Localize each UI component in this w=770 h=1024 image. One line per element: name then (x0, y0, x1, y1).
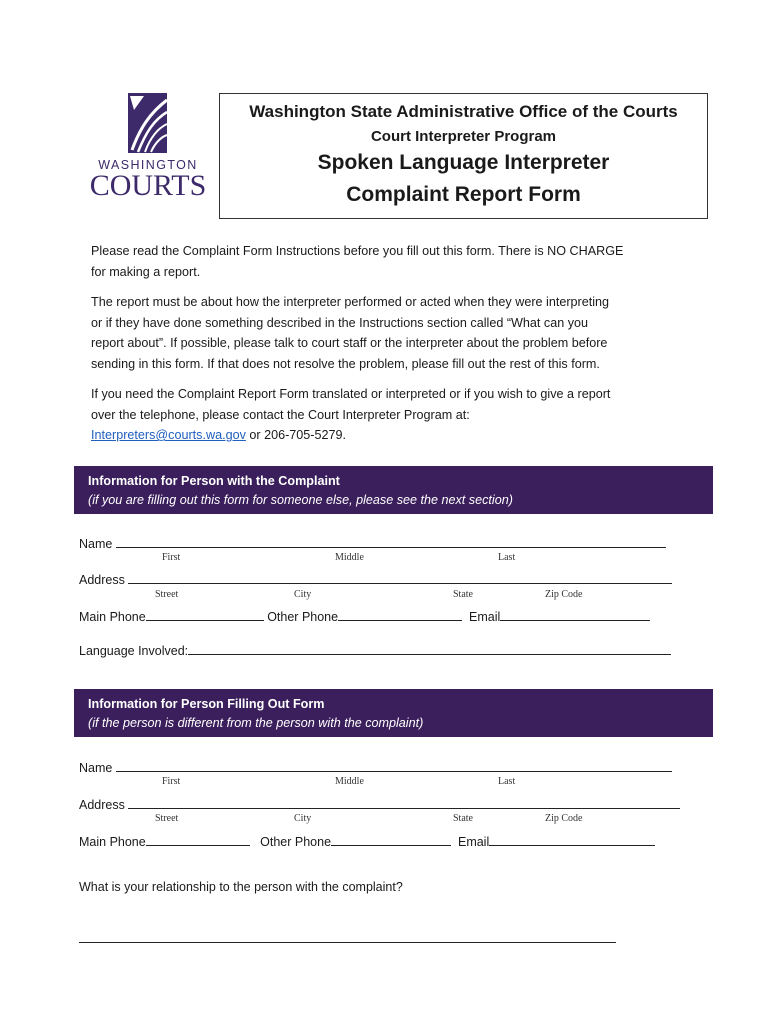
zip-caption: Zip Code (545, 813, 583, 824)
text-line: or if they have done something described in the Instructions section called “What can you (91, 315, 589, 330)
contact-email-link[interactable]: Interpreters@courts.wa.gov (91, 428, 246, 442)
last-caption: Last (498, 776, 516, 787)
logo-courts-text: COURTS (89, 169, 207, 202)
intro-paragraph-3 (91, 384, 691, 446)
section-subtitle: (if the person is different from the person with the complaint) (88, 716, 424, 730)
section-subtitle: (if you are filling out this form for someone else, please see the next section) (88, 493, 513, 507)
main-phone-label: Main Phone (79, 610, 146, 624)
complainant-phone-row (79, 608, 650, 624)
text-line: for making a report. (91, 264, 201, 279)
washington-courts-logo (88, 88, 208, 208)
text-line: sending in this form. If that does not resolve the problem, please fill out the rest of this form. (91, 356, 600, 371)
street-caption: Street (155, 813, 179, 824)
main-phone-label: Main Phone (79, 835, 146, 849)
text-line: If you need the Complaint Report Form translated or interpreted or if you wish to give a report (91, 387, 611, 401)
relationship-question: What is your relationship to the person with the complaint? (79, 880, 403, 894)
filler-phone-row (79, 833, 655, 849)
section-title: Information for Person Filling Out Form (88, 697, 325, 711)
form-header (219, 93, 708, 219)
city-caption: City (294, 589, 312, 600)
first-caption: First (162, 552, 181, 563)
middle-caption: Middle (335, 776, 364, 787)
filler-name-field[interactable] (79, 759, 672, 775)
courts-emblem-icon (88, 88, 208, 158)
complainant-name-field[interactable] (79, 535, 666, 551)
language-label: Language Involved: (79, 644, 189, 658)
email-input-line[interactable] (500, 608, 650, 621)
name-input-line[interactable] (116, 759, 672, 772)
street-caption: Street (155, 589, 179, 600)
name-input-line[interactable] (116, 535, 666, 548)
complainant-address-field[interactable] (79, 571, 672, 587)
intro-paragraph-2 (91, 292, 691, 374)
zip-caption: Zip Code (545, 589, 583, 600)
address-label: Address (79, 573, 125, 587)
name-label: Name (79, 537, 113, 551)
logo-washington-text: WASHINGTON (98, 158, 198, 172)
address-input-line[interactable] (128, 796, 680, 809)
main-phone-input-line[interactable] (146, 608, 264, 621)
email-label: Email (457, 835, 490, 849)
other-phone-input-line[interactable] (338, 608, 462, 621)
email-input-line[interactable] (489, 833, 655, 846)
text-line (91, 425, 691, 446)
state-caption: State (453, 589, 473, 600)
address-input-line[interactable] (128, 571, 672, 584)
relationship-input-line[interactable] (79, 930, 616, 943)
section-title: Information for Person with the Complaint (88, 474, 340, 488)
program-name: Court Interpreter Program (370, 128, 557, 145)
intro-paragraph-1 (91, 241, 691, 282)
state-caption: State (453, 813, 473, 824)
section-bar-complainant (74, 466, 713, 514)
form-title-line1: Spoken Language Interpreter (317, 151, 610, 174)
other-phone-label: Other Phone (267, 610, 339, 624)
other-phone-input-line[interactable] (331, 833, 451, 846)
language-input-line[interactable] (188, 642, 671, 655)
language-involved-field[interactable] (79, 642, 671, 658)
other-phone-label: Other Phone (260, 835, 332, 849)
contact-phone-text: or 206-705-5279. (245, 428, 347, 442)
address-label: Address (79, 798, 125, 812)
text-line: report about”. If possible, please talk to court staff or the interpreter about the problem before (91, 336, 608, 350)
text-line: over the telephone, please contact the Court Interpreter Program at: (91, 407, 470, 422)
section-bar-form-filler (74, 689, 713, 737)
first-caption: First (162, 776, 181, 787)
email-label: Email (469, 610, 501, 624)
main-phone-input-line[interactable] (146, 833, 250, 846)
last-caption: Last (498, 552, 516, 563)
middle-caption: Middle (335, 552, 364, 563)
organization-name: Washington State Administrative Office of the Courts (249, 102, 678, 121)
form-title-line2: Complaint Report Form (346, 183, 581, 206)
filler-address-field[interactable] (79, 796, 680, 812)
city-caption: City (294, 813, 312, 824)
text-line: The report must be about how the interpreter performed or acted when they were interpreting (91, 295, 610, 309)
name-label: Name (79, 761, 113, 775)
text-line: Please read the Complaint Form Instructions before you fill out this form. There is NO CHARGE (91, 244, 624, 258)
